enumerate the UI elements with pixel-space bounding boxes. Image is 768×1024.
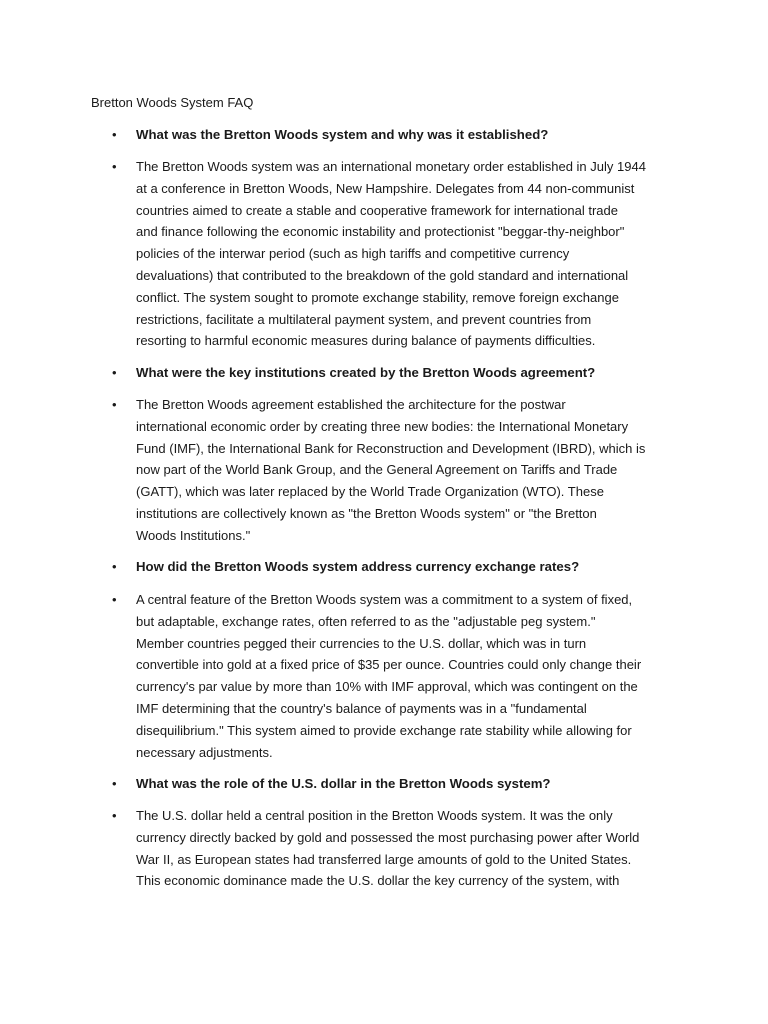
question-line: What was the Bretton Woods system and why was it established? bbox=[136, 127, 549, 142]
question-text bbox=[136, 773, 684, 795]
bullet-icon: • bbox=[112, 159, 117, 174]
question-line: What was the role of the U.S. dollar in the Bretton Woods system? bbox=[136, 776, 551, 791]
answer-line: The Bretton Woods system was an international monetary order established in July 1944 bbox=[136, 159, 646, 174]
answer-text bbox=[136, 805, 684, 892]
answer-line: The Bretton Woods agreement established the architecture for the postwar bbox=[136, 397, 566, 412]
bullet-icon: • bbox=[112, 808, 117, 823]
answer-line: international economic order by creating three new bodies: the International Monetary bbox=[136, 418, 629, 434]
answer-line: countries aimed to create a stable and cooperative framework for international trade bbox=[136, 202, 618, 218]
answer-line: (GATT), which was later replaced by the World Trade Organization (WTO). These bbox=[136, 484, 604, 500]
answer-text bbox=[136, 589, 684, 763]
bullet-icon: • bbox=[112, 127, 117, 142]
answer-line: but adaptable, exchange rates, often referred to as the "adjustable peg system." bbox=[136, 613, 596, 629]
answer-line: currency's par value by more than 10% with IMF approval, which was contingent on the bbox=[136, 679, 638, 695]
answer-line: and finance following the economic instability and protectionist "beggar-thy-neighbor" bbox=[136, 224, 625, 240]
answer-line: now part of the World Bank Group, and the General Agreement on Tariffs and Trade bbox=[136, 462, 618, 478]
answer-line: resorting to harmful economic measures during balance of payments difficulties. bbox=[136, 333, 596, 349]
answer-line: policies of the interwar period (such as high tariffs and competitive currency bbox=[136, 246, 570, 262]
answer-line: Woods Institutions." bbox=[136, 527, 251, 543]
answer-line: War II, as European states had transferred large amounts of gold to the United States. bbox=[136, 851, 632, 867]
question-line: How did the Bretton Woods system address currency exchange rates? bbox=[136, 559, 580, 574]
bullet-icon: • bbox=[112, 559, 117, 574]
answer-line: A central feature of the Bretton Woods system was a commitment to a system of fixed, bbox=[136, 592, 633, 607]
answer-line: disequilibrium." This system aimed to provide exchange rate stability while allowing for bbox=[136, 722, 632, 738]
question-line: What were the key institutions created by the Bretton Woods agreement? bbox=[136, 365, 596, 380]
bullet-icon: • bbox=[112, 365, 117, 380]
answer-line: This economic dominance made the U.S. dollar the key currency of the system, with bbox=[136, 873, 620, 889]
answer-line: IMF determining that the country's balance of payments was in a "fundamental bbox=[136, 700, 587, 716]
answer-line: Member countries pegged their currencies to the U.S. dollar, which was in turn bbox=[136, 635, 587, 651]
question-text bbox=[136, 362, 684, 384]
answer-line: at a conference in Bretton Woods, New Hampshire. Delegates from 44 non-communist bbox=[136, 180, 635, 196]
answer-line: The U.S. dollar held a central position in the Bretton Woods system. It was the only bbox=[136, 808, 613, 823]
question-text bbox=[136, 124, 684, 146]
answer-line: necessary adjustments. bbox=[136, 744, 273, 760]
question-text bbox=[136, 556, 684, 578]
bullet-icon: • bbox=[112, 592, 117, 607]
answer-line: convertible into gold at a fixed price of $35 per ounce. Countries could only change their bbox=[136, 657, 642, 673]
answer-line: currency directly backed by gold and possessed the most purchasing power after World bbox=[136, 829, 640, 845]
answer-line: devaluations) that contributed to the breakdown of the gold standard and international bbox=[136, 267, 629, 283]
answer-line: Fund (IMF), the International Bank for Reconstruction and Development (IBRD), which is bbox=[136, 440, 646, 456]
bullet-icon: • bbox=[112, 397, 117, 412]
bullet-icon: • bbox=[112, 776, 117, 791]
answer-text bbox=[136, 394, 684, 547]
answer-line: institutions are collectively known as "the Bretton Woods system" or "the Bretton bbox=[136, 505, 597, 521]
answer-line: conflict. The system sought to promote exchange stability, remove foreign exchange bbox=[136, 289, 619, 305]
document-title: Bretton Woods System FAQ bbox=[91, 95, 254, 110]
answer-line: restrictions, facilitate a multilateral payment system, and prevent countries from bbox=[136, 311, 592, 327]
answer-text bbox=[136, 156, 684, 352]
